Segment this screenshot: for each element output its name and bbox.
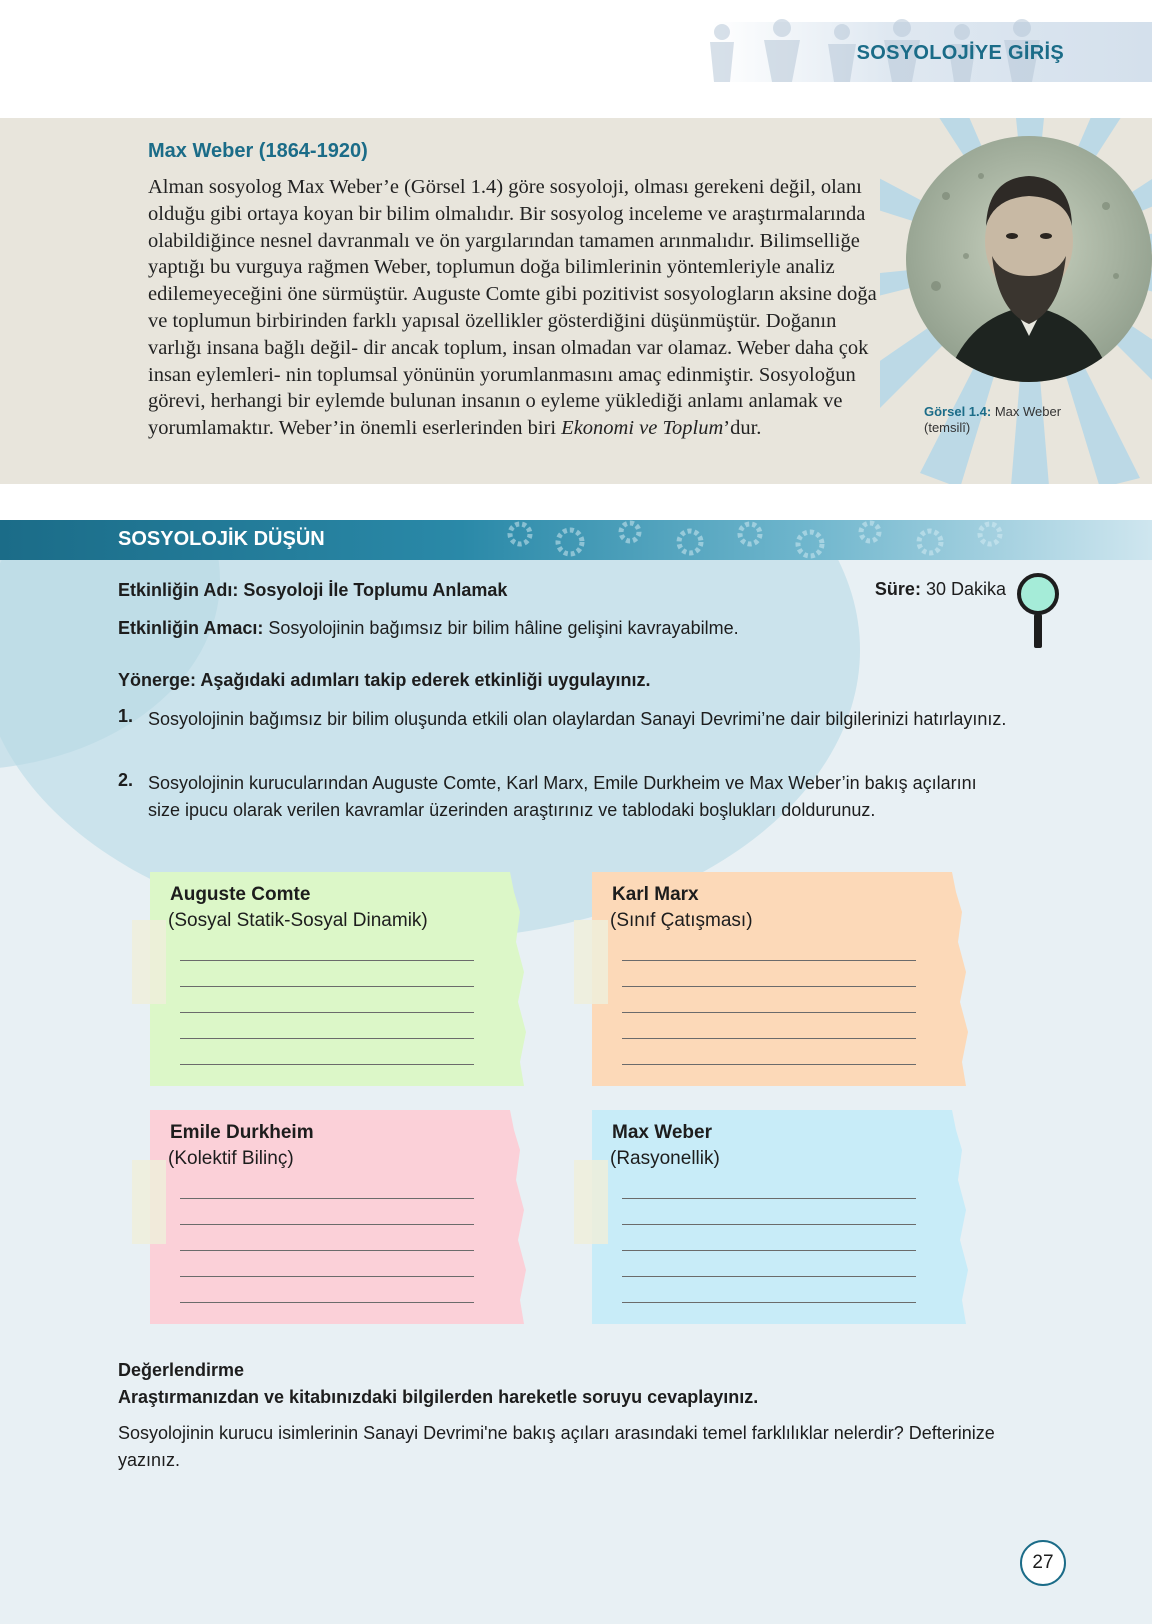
step-2-number: 2. xyxy=(118,770,134,790)
answer-line[interactable] xyxy=(622,1064,916,1065)
weber-info-box xyxy=(0,118,1152,484)
answer-line[interactable] xyxy=(180,1038,474,1039)
evaluation-instruction: Araştırmanızdan ve kitabınızdaki bilgilerden hareketle soruyu cevaplayınız. xyxy=(118,1387,759,1407)
instruction: Yönerge: Aşağıdaki adımları takip ederek etkinliği uygulayınız. xyxy=(118,670,651,690)
max-weber-portrait xyxy=(906,136,1152,382)
evaluation-title: Değerlendirme xyxy=(118,1360,245,1380)
activity-section-title: SOSYOLOJİK DÜŞÜN xyxy=(118,528,325,550)
note-name: Emile Durkheim xyxy=(170,1122,314,1143)
answer-line[interactable] xyxy=(180,1224,474,1225)
activity-purpose-label: Etkinliğin Amacı: xyxy=(118,618,264,638)
answer-line[interactable] xyxy=(622,1198,916,1199)
answer-line[interactable] xyxy=(180,1064,474,1065)
tape-decoration xyxy=(574,1160,608,1244)
activity-name-value: Sosyoloji İle Toplumu Anlamak xyxy=(243,580,508,600)
gears-icon xyxy=(490,520,1050,560)
answer-line[interactable] xyxy=(622,1012,916,1013)
magnifier-icon xyxy=(1014,572,1062,652)
activity-name-label: Etkinliğin Adı: xyxy=(118,580,239,600)
tape-decoration xyxy=(574,920,608,1004)
weber-paragraph-main: Alman sosyolog Max Weber’e (Görsel 1.4) göre sosyoloji, olması gerekeni değil, olanı olduğu gibi ortaya koyan bir bilim olmalıdır. Bir sosyolog inceleme ve araştırmalarında olabildiğince nesnel davranmalı ve ön yargılarından tamamen arınmalıdır. Bilimselliğe yaptığı bu vurguya rağmen Weber, toplumun doğa bilimlerinin yöntemleriyle analiz edilemeyeceğini öne sürmüştür. Auguste Comte gibi pozitivist sosyologların aksine doğa ve toplumun birbirinden farklı yapısal özellikler gösterdiğini düşünmüştür. Doğanın varlığı insana bağlı değil- dir ancak toplum, insan olmadan var olamaz. Weber daha çok insan eylemleri- nin toplumsal yönünün yorumlanmasını amaç edinmiştir. Sosyoloğun görevi, herhangi bir eylemde bulunan insanın o eyleme yüklediği anlamı anlamak ve yorumlamaktır. Weber’in önemli eserlerinden biri xyxy=(148,176,877,440)
portrait-caption xyxy=(924,404,1094,436)
step-2-text: Sosyolojinin kurucularından Auguste Comte, Karl Marx, Emile Durkheim ve Max Weber’in bakış açılarını size ipucu olarak verilen kavramlar üzerinden araştırınız ve tablodaki boşlukları doldurunuz. xyxy=(148,773,977,820)
answer-line[interactable] xyxy=(180,1250,474,1251)
weber-paragraph-end: ’dur. xyxy=(723,417,762,440)
duration-value: 30 Dakika xyxy=(925,579,1006,599)
answer-line[interactable] xyxy=(622,1276,916,1277)
evaluation-question: Sosyolojinin kurucu isimlerinin Sanayi Devrimi'ne bakış açıları arasındaki temel farklılıklar nelerdir? Defterinize yazınız. xyxy=(118,1423,995,1470)
note-concept: (Rasyonellik) xyxy=(610,1148,720,1169)
page-header xyxy=(0,0,1152,82)
answer-line[interactable] xyxy=(180,986,474,987)
caption-text: Max Weber (temsilî) xyxy=(924,404,1062,435)
note-concept: (Sınıf Çatışması) xyxy=(610,910,753,931)
note-concept: (Kolektif Bilinç) xyxy=(168,1148,294,1169)
caption-label: Görsel 1.4: xyxy=(924,404,992,419)
step-1-text: Sosyolojinin bağımsız bir bilim oluşunda etkili olan olaylardan Sanayi Devrimi’ne dair bilgilerinizi hatırlayınız. xyxy=(148,709,1007,729)
duration-row xyxy=(875,579,1006,600)
answer-line[interactable] xyxy=(180,1302,474,1303)
activity-section xyxy=(0,520,1152,1624)
answer-line[interactable] xyxy=(180,1198,474,1199)
note-card-comte xyxy=(150,872,536,1086)
answer-line[interactable] xyxy=(622,1250,916,1251)
activity-purpose-value: Sosyolojinin bağımsız bir bilim hâline gelişini kavrayabilme. xyxy=(268,618,739,638)
weber-title: Max Weber (1864-1920) xyxy=(148,140,368,162)
tape-decoration xyxy=(132,920,166,1004)
answer-line[interactable] xyxy=(622,1302,916,1303)
step-1-number: 1. xyxy=(118,706,134,726)
answer-line[interactable] xyxy=(180,960,474,961)
answer-line[interactable] xyxy=(622,1224,916,1225)
note-card-weber xyxy=(592,1110,978,1324)
weber-paragraph xyxy=(148,174,888,442)
note-card-durkheim xyxy=(150,1110,536,1324)
tape-decoration xyxy=(132,1160,166,1244)
chapter-title: SOSYOLOJİYE GİRİŞ xyxy=(856,42,1064,64)
note-name: Max Weber xyxy=(612,1122,712,1143)
note-concept: (Sosyal Statik-Sosyal Dinamik) xyxy=(168,910,428,931)
weber-book-title: Ekonomi ve Toplum xyxy=(561,417,724,440)
activity-purpose-row xyxy=(118,618,739,639)
answer-line[interactable] xyxy=(180,1012,474,1013)
answer-line[interactable] xyxy=(622,960,916,961)
answer-line[interactable] xyxy=(622,986,916,987)
note-name: Karl Marx xyxy=(612,884,699,905)
answer-line[interactable] xyxy=(180,1276,474,1277)
answer-line[interactable] xyxy=(622,1038,916,1039)
activity-name-row xyxy=(118,580,507,601)
page-number: 27 xyxy=(1020,1540,1066,1586)
note-name: Auguste Comte xyxy=(170,884,311,905)
note-card-marx xyxy=(592,872,978,1086)
duration-label: Süre: xyxy=(874,579,921,599)
